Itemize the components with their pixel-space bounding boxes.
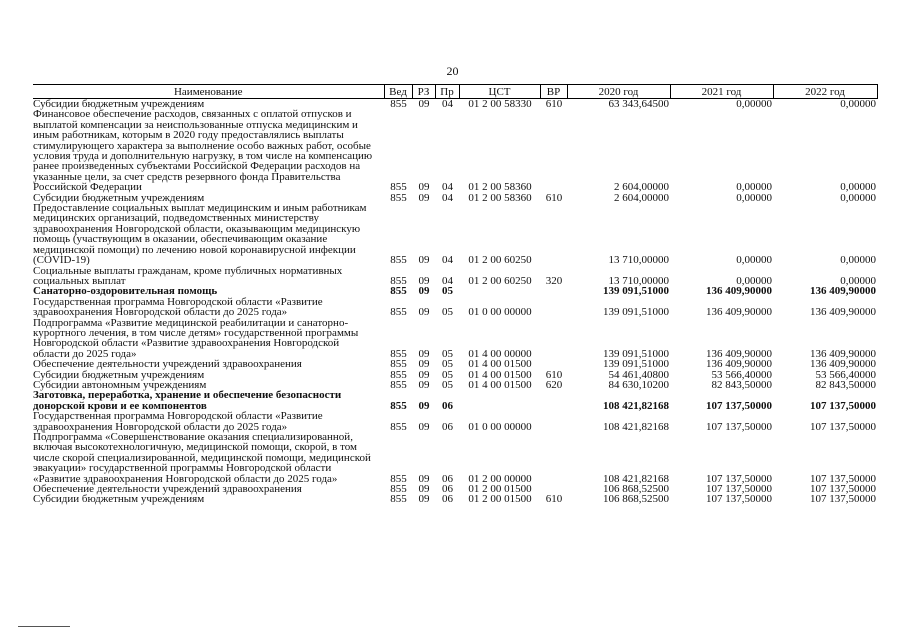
header-cst: ЦСТ (459, 85, 540, 99)
cell-cst: 01 4 00 01500 (468, 378, 532, 391)
cell-name: Субсидии автономным учреждениям (33, 378, 207, 391)
cell-y2022: 0,00000 (840, 181, 876, 194)
cell-cst: 01 2 00 01500 (468, 483, 532, 496)
cell-pr: 05 (442, 368, 453, 381)
cell-y2022: 107 137,50000 (810, 420, 876, 433)
cell-name: Санаторно-оздоровительная помощь (33, 285, 218, 298)
cell-pr: 04 (442, 181, 453, 194)
cell-cst: 01 2 00 00000 (468, 472, 532, 485)
cell-ved: 855 (390, 420, 407, 433)
cell-rz: 09 (418, 274, 430, 287)
cell-name: Социальные выплаты гражданам, кроме публичных нормативных социальных выплат (33, 264, 343, 287)
cell-ved: 855 (390, 347, 407, 360)
cell-name: Финансовое обеспечение расходов, связанных с оплатой отпусков и выплатой компенсации за неиспользованные отпуска медицинским и иным работникам, которым в 2020 году предоставлялись выплаты стимулирующего характера за выполнение особо важных работ, особые условия труда и дополнительную нагрузку, в том числе на компенсацию ранее произведенных субъектами Российской Федерации расходов на указанные цели, за счет средств резервного фонда Правительства Российской Федерации (33, 108, 373, 194)
cell-ved: 855 (390, 378, 407, 391)
cell-rz: 09 (418, 368, 430, 381)
cell-cst: 01 0 00 00000 (468, 420, 532, 433)
cell-y2022: 53 566,40000 (815, 368, 876, 381)
cell-y2020: 13 710,00000 (608, 274, 669, 287)
cell-cst: 01 4 00 01500 (468, 358, 532, 371)
cell-pr: 06 (442, 472, 453, 485)
cell-y2022: 107 137,50000 (810, 483, 876, 496)
cell-vr (540, 297, 567, 318)
cell-y2020: 108 421,82168 (603, 420, 669, 433)
cell-y2021: 107 137,50000 (706, 483, 772, 496)
table-header-row (33, 85, 877, 99)
cell-name: Подпрограмма «Совершенствование оказания специализированной, включая высокотехнологичную, медицинской помощи, скорой, в том числе скорой специализированной, медицинской помощи, медицинской эвакуации» государственной программы Новгородской области «Развитие здравоохранения Новгородской области до 2025 года» (33, 431, 371, 485)
table-row (33, 266, 877, 287)
cell-y2021: 107 137,50000 (706, 399, 772, 412)
cell-ved: 855 (390, 191, 407, 204)
cell-rz: 09 (418, 378, 430, 391)
cell-name: Субсидии бюджетным учреждениям (33, 368, 205, 381)
cell-ved: 855 (390, 483, 407, 496)
cell-y2022: 0,00000 (840, 191, 876, 204)
cell-pr: 04 (442, 254, 453, 267)
cell-vr: 620 (545, 378, 563, 391)
cell-y2020: 108 421,82168 (603, 399, 669, 412)
table-row (33, 109, 877, 192)
cell-y2021: 136 409,90000 (706, 306, 772, 319)
cell-y2022: 0,00000 (840, 98, 876, 110)
cell-rz: 09 (418, 420, 430, 433)
cell-y2021: 0,00000 (736, 98, 772, 110)
cell-y2021: 0,00000 (736, 191, 772, 204)
table-body (33, 99, 877, 505)
cell-ved: 855 (390, 254, 407, 267)
cell-vr: 610 (545, 368, 563, 381)
cell-y2020: 13 710,00000 (608, 254, 669, 267)
cell-name: Предоставление социальных выплат медицинским и иным работникам медицинских организаций, подведомственных министерству здравоохранения Новгородской области, оказывающим медицинскую помощь (участвующим в оказании, обеспечивающим оказание медицинской помощи) по лечению новой коронавирусной инфекции (COVID-19) (33, 202, 367, 267)
cell-y2021: 136 409,90000 (706, 285, 772, 298)
table-row (33, 390, 877, 411)
cell-ved: 855 (390, 368, 407, 381)
cell-y2020: 84 630,10200 (608, 378, 669, 391)
cell-y2020: 63 343,64500 (608, 98, 669, 110)
cell-cst: 01 2 00 58360 (468, 191, 532, 204)
cell-y2020: 2 604,00000 (614, 191, 669, 204)
cell-vr (540, 286, 567, 296)
cell-pr: 06 (442, 493, 453, 506)
cell-pr: 05 (442, 306, 453, 319)
cell-pr: 06 (442, 420, 453, 433)
cell-cst: 01 2 00 60250 (468, 274, 532, 287)
cell-cst: 01 0 00 00000 (468, 306, 532, 319)
cell-rz: 09 (418, 98, 430, 110)
cell-name: Обеспечение деятельности учреждений здравоохранения (33, 358, 302, 371)
cell-y2020: 54 461,40800 (608, 368, 669, 381)
header-ved: Вед (384, 85, 412, 99)
cell-pr: 04 (442, 274, 453, 287)
table-row (33, 359, 877, 369)
cell-y2020: 139 091,51000 (603, 358, 669, 371)
cell-y2022: 136 409,90000 (810, 285, 876, 298)
cell-vr (540, 432, 567, 484)
cell-vr (540, 359, 567, 369)
cell-vr: 610 (545, 493, 563, 506)
cell-y2022: 107 137,50000 (810, 472, 876, 485)
cell-ved: 855 (390, 358, 407, 371)
footnote-divider (18, 626, 70, 627)
cell-y2021: 136 409,90000 (706, 347, 772, 360)
cell-y2020: 108 421,82168 (603, 472, 669, 485)
header-2021: 2021 год (670, 85, 773, 99)
cell-y2021: 0,00000 (736, 181, 772, 194)
cell-y2021: 107 137,50000 (706, 420, 772, 433)
cell-pr: 06 (442, 483, 453, 496)
header-rz: РЗ (412, 85, 435, 99)
cell-name: Государственная программа Новгородской области «Развитие здравоохранения Новгородской области до 2025 года» (33, 410, 323, 433)
cell-ved: 855 (390, 181, 407, 194)
cell-y2021: 0,00000 (736, 274, 772, 287)
cell-cst: 01 2 00 58360 (468, 181, 532, 194)
cell-rz: 09 (418, 191, 430, 204)
cell-rz: 09 (418, 347, 430, 360)
cell-y2022: 0,00000 (840, 274, 876, 287)
cell-ved: 855 (390, 285, 407, 298)
cell-y2022: 0,00000 (840, 254, 876, 267)
cell-y2022: 82 843,50000 (815, 378, 876, 391)
cell-pr: 05 (442, 358, 453, 371)
cell-vr (540, 411, 567, 432)
cell-rz: 09 (418, 285, 430, 298)
cell-ved: 855 (390, 493, 407, 506)
cell-ved: 855 (390, 399, 407, 412)
cell-y2020: 139 091,51000 (603, 285, 669, 298)
cell-y2022: 136 409,90000 (810, 347, 876, 360)
cell-rz: 09 (418, 358, 430, 371)
cell-rz: 09 (418, 181, 430, 194)
cell-cst: 01 2 00 60250 (468, 254, 532, 267)
cell-pr: 04 (442, 191, 453, 204)
header-2022: 2022 год (773, 85, 877, 99)
cell-y2021: 136 409,90000 (706, 358, 772, 371)
cell-y2021: 107 137,50000 (706, 472, 772, 485)
cell-name: Подпрограмма «Развитие медицинской реабилитации и санаторно-курортного лечения, в том числе детям» государственной программы Новгородской области «Развитие здравоохранения Новгородской области до 2025 года» (33, 316, 359, 360)
budget-table (33, 84, 878, 505)
cell-name: Субсидии бюджетным учреждениям (33, 493, 205, 506)
cell-name: Субсидии бюджетным учреждениям (33, 98, 205, 110)
cell-cst: 01 4 00 00000 (468, 347, 532, 360)
cell-name: Государственная программа Новгородской области «Развитие здравоохранения Новгородской области до 2025 года» (33, 295, 323, 319)
cell-y2021: 0,00000 (736, 254, 772, 267)
cell-y2022: 107 137,50000 (810, 493, 876, 506)
cell-y2020: 106 868,52500 (603, 483, 669, 496)
header-name: Наименование (33, 85, 384, 99)
table-row (33, 411, 877, 432)
cell-rz: 09 (418, 306, 430, 319)
cell-ved: 855 (390, 306, 407, 319)
table-row (33, 318, 877, 360)
cell-pr: 05 (442, 285, 453, 298)
page-number: 20 (446, 64, 459, 78)
cell-y2022: 136 409,90000 (810, 358, 876, 371)
cell-vr (540, 109, 567, 192)
cell-y2021: 107 137,50000 (706, 493, 772, 506)
cell-vr (540, 203, 567, 265)
cell-y2020: 106 868,52500 (603, 493, 669, 506)
cell-name: Субсидии бюджетным учреждениям (33, 191, 205, 204)
cell-y2020: 2 604,00000 (614, 181, 669, 194)
cell-name: Заготовка, переработка, хранение и обеспечение безопасности донорской крови и ее компонентов (33, 389, 342, 412)
cell-pr: 05 (442, 347, 453, 360)
cell-y2020: 139 091,51000 (603, 306, 669, 319)
cell-ved: 855 (390, 472, 407, 485)
cell-pr: 04 (442, 98, 453, 110)
cell-vr: 610 (545, 98, 563, 110)
cell-cst (459, 286, 540, 296)
cell-rz: 09 (418, 472, 430, 485)
cell-cst: 01 2 00 58330 (468, 98, 532, 110)
table-row (33, 494, 877, 504)
cell-name: Обеспечение деятельности учреждений здравоохранения (33, 483, 302, 496)
cell-cst (459, 390, 540, 411)
cell-rz: 09 (418, 254, 430, 267)
cell-y2021: 53 566,40000 (711, 368, 772, 381)
cell-vr (540, 390, 567, 411)
table-row (33, 432, 877, 484)
cell-cst: 01 2 00 01500 (468, 493, 532, 506)
cell-y2022: 136 409,90000 (810, 306, 876, 319)
cell-ved: 855 (390, 98, 407, 110)
table-row (33, 203, 877, 265)
header-pr: Пр (435, 85, 459, 99)
cell-vr (540, 318, 567, 360)
cell-ved: 855 (390, 274, 407, 287)
cell-cst: 01 4 00 01500 (468, 368, 532, 381)
cell-vr: 320 (545, 274, 563, 287)
cell-pr: 06 (442, 399, 453, 412)
cell-y2022: 107 137,50000 (810, 399, 876, 412)
table-row (33, 297, 877, 318)
cell-pr: 05 (442, 378, 453, 391)
cell-rz: 09 (418, 399, 430, 412)
cell-vr: 610 (545, 191, 563, 204)
cell-rz: 09 (418, 483, 430, 496)
cell-rz: 09 (418, 493, 430, 506)
cell-y2020: 139 091,51000 (603, 347, 669, 360)
cell-y2021: 82 843,50000 (711, 378, 772, 391)
header-2020: 2020 год (567, 85, 670, 99)
header-vr: ВР (540, 85, 567, 99)
